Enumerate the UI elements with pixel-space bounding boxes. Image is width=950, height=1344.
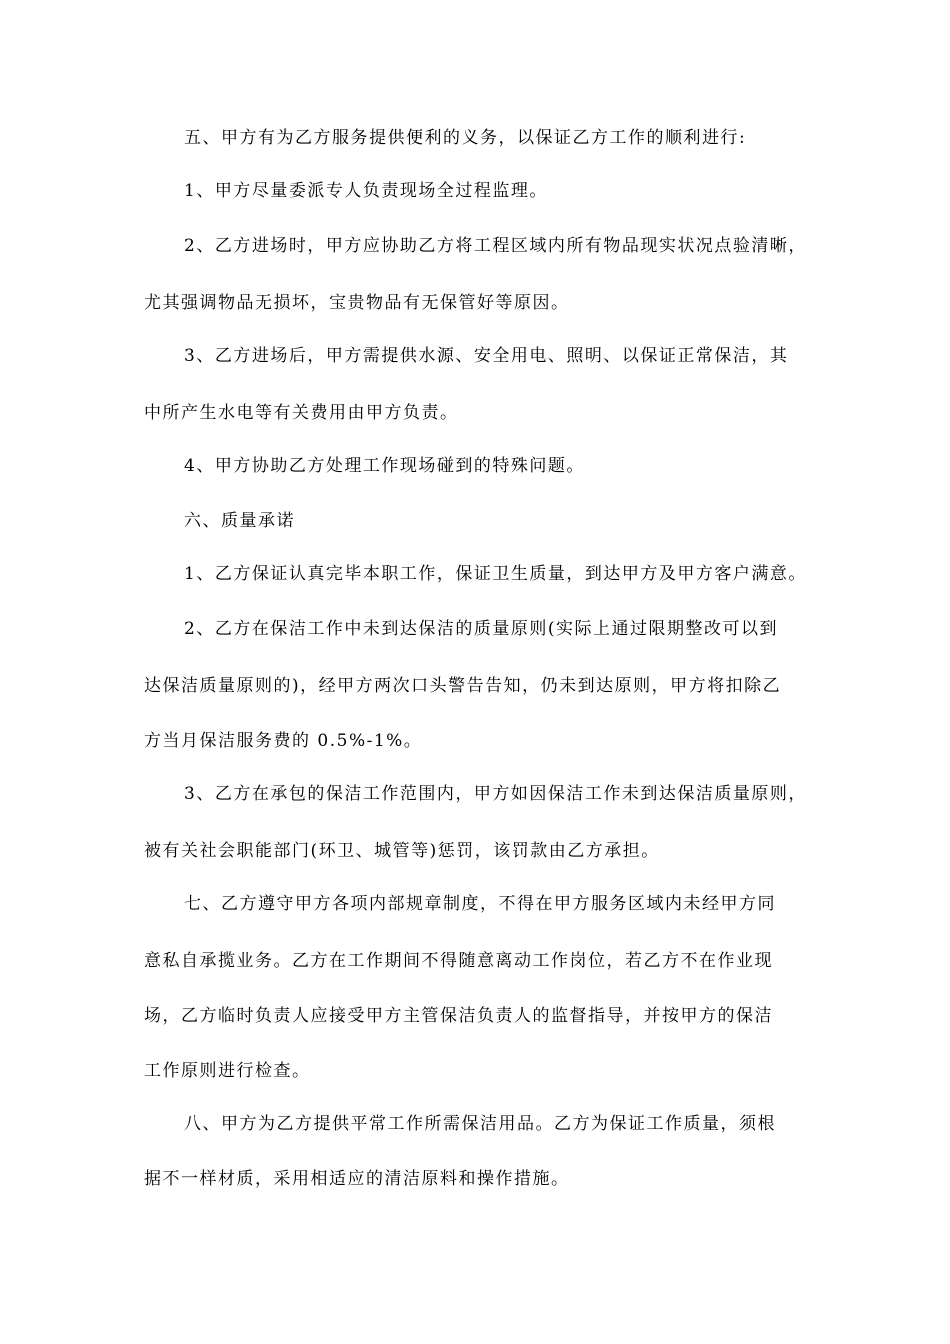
section-heading: 六、质量承诺: [184, 511, 295, 531]
text-line: 2、乙方进场时，甲方应协助乙方将工程区域内所有物品现实状况点验清晰，: [184, 236, 807, 256]
text-line: 意私自承揽业务。乙方在工作期间不得随意离动工作岗位，若乙方不在作业现: [144, 951, 773, 971]
text-line: 尤其强调物品无损坏，宝贵物品有无保管好等原因。: [144, 293, 570, 313]
text-line: 方当月保洁服务费的 0.5%-1%。: [144, 731, 423, 751]
text-line: 1、甲方尽量委派专人负责现场全过程监理。: [184, 181, 548, 201]
text-line: 场，乙方临时负责人应接受甲方主管保洁负责人的监督指导，并按甲方的保洁: [144, 1006, 773, 1026]
text-line: 据不一样材质，采用相适应的清洁原料和操作措施。: [144, 1169, 570, 1189]
text-line: 八、甲方为乙方提供平常工作所需保洁用品。乙方为保证工作质量，须根: [184, 1114, 776, 1134]
text-line: 中所产生水电等有关费用由甲方负责。: [144, 403, 459, 423]
text-line: 4、甲方协助乙方处理工作现场碰到的特殊问题。: [184, 456, 585, 476]
text-line: 七、乙方遵守甲方各项内部规章制度，不得在甲方服务区域内未经甲方同: [184, 894, 776, 914]
text-line: 3、乙方在承包的保洁工作范围内，甲方如因保洁工作未到达保洁质量原则，: [184, 784, 807, 804]
text-line: 1、乙方保证认真完毕本职工作，保证卫生质量，到达甲方及甲方客户满意。: [184, 564, 807, 584]
text-line: 被有关社会职能部门(环卫、城管等)惩罚，该罚款由乙方承担。: [144, 841, 660, 861]
text-line: 达保洁质量原则的)，经甲方两次口头警告告知，仍未到达原则，甲方将扣除乙: [144, 676, 782, 696]
text-line: 3、乙方进场后，甲方需提供水源、安全用电、照明、以保证正常保洁，其: [184, 346, 789, 366]
text-line: 五、甲方有为乙方服务提供便利的义务，以保证乙方工作的顺利进行:: [184, 128, 747, 148]
text-line: 工作原则进行检查。: [144, 1061, 311, 1081]
text-line: 2、乙方在保洁工作中未到达保洁的质量原则(实际上通过限期整改可以到: [184, 619, 778, 639]
